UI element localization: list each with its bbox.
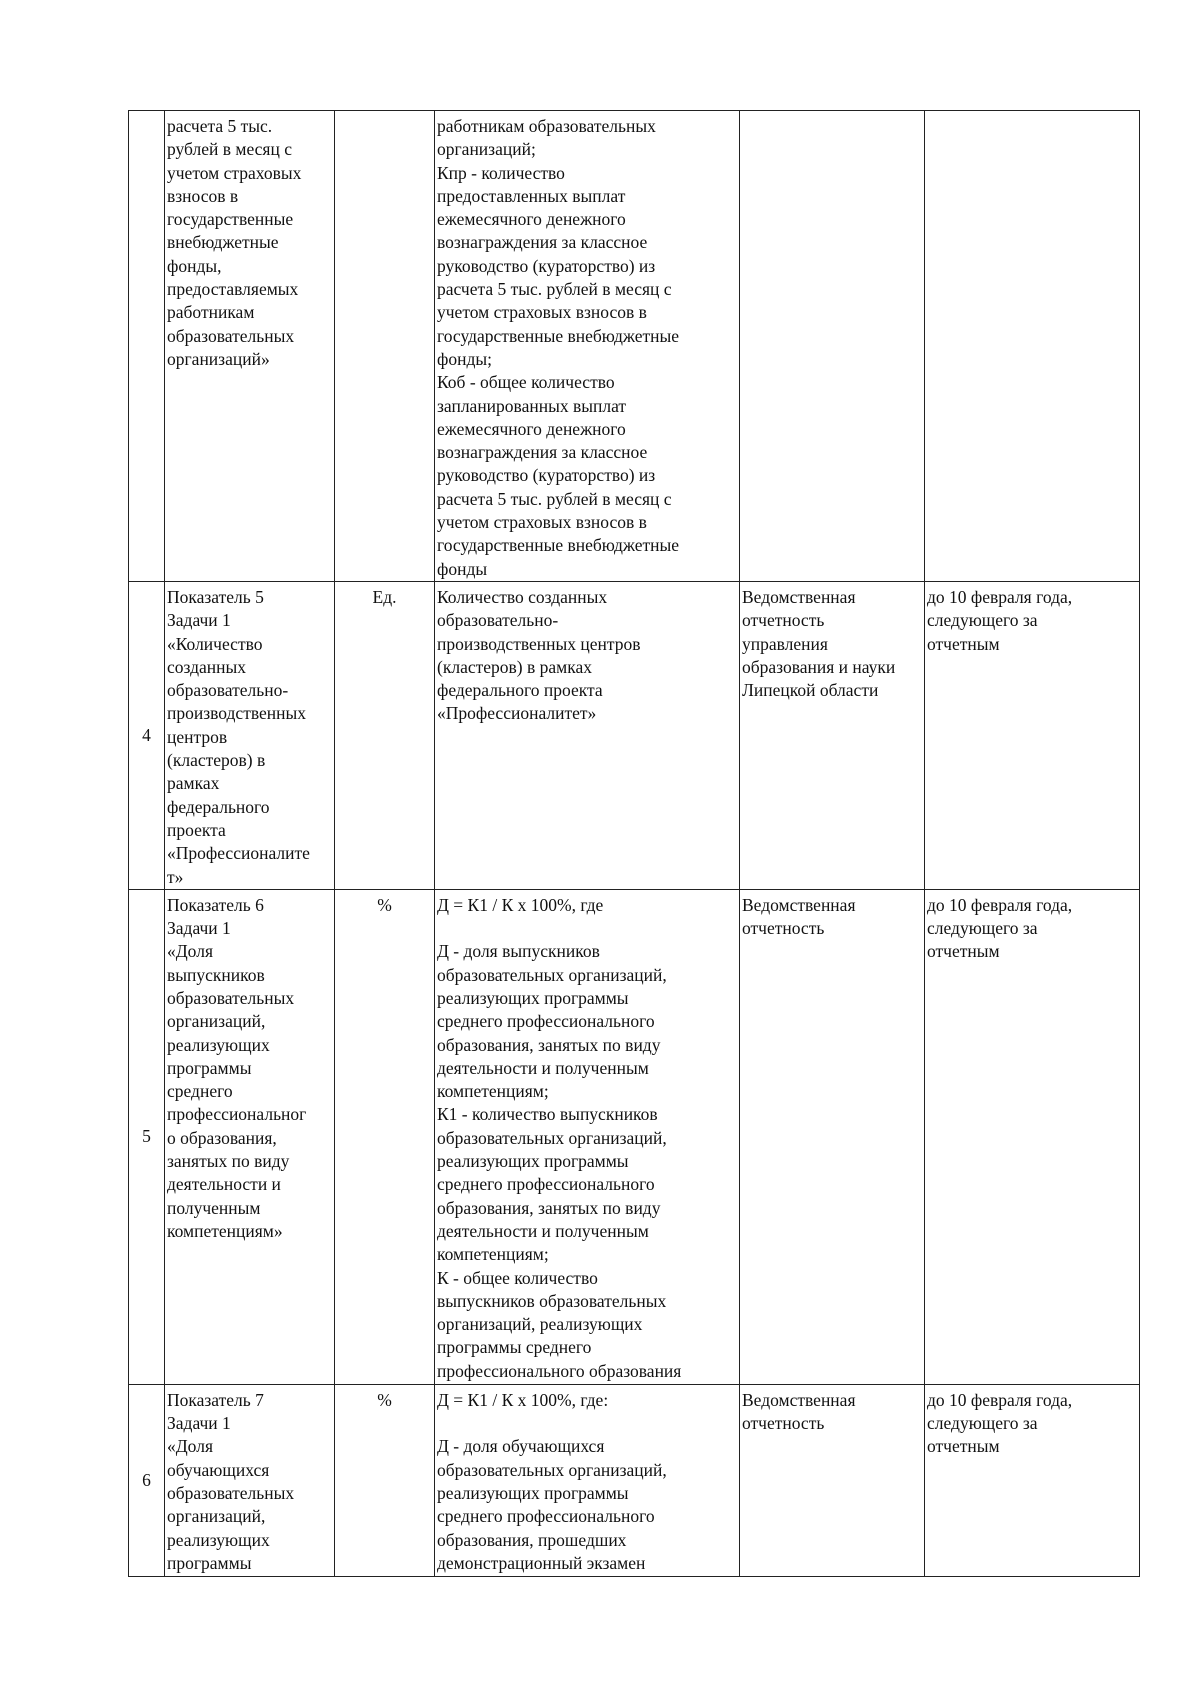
unit-cell: [335, 111, 435, 582]
row-number: 6: [129, 1384, 165, 1576]
deadline-cell: до 10 февраля года, следующего за отчетным: [925, 889, 1140, 1384]
table-row: [129, 889, 1140, 1384]
indicator-name-cell: расчета 5 тыс. рублей в месяц с учетом страховых взносов в государственные внебюджетные фонды, предоставляемых работникам образовательных организаций»: [165, 111, 335, 582]
indicator-name-cell: Показатель 6 Задачи 1 «Доля выпускников образовательных организаций, реализующих программы среднего профессиональног о образования, занятых по виду деятельности и полученным компетенциям»: [165, 889, 335, 1384]
row-number: [129, 111, 165, 582]
indicator-name-cell: Показатель 7 Задачи 1 «Доля обучающихся образовательных организаций, реализующих программы: [165, 1384, 335, 1576]
deadline-cell: до 10 февраля года, следующего за отчетным: [925, 581, 1140, 889]
source-cell: Ведомственная отчетность: [740, 1384, 925, 1576]
source-cell: [740, 111, 925, 582]
unit-cell: %: [335, 1384, 435, 1576]
table-row: [129, 1384, 1140, 1576]
deadline-cell: [925, 111, 1140, 582]
unit-cell: Ед.: [335, 581, 435, 889]
indicator-name-cell: Показатель 5 Задачи 1 «Количество созданных образовательно- производственных центров (кластеров) в рамках федерального проекта «Профессионалите т»: [165, 581, 335, 889]
row-number: 4: [129, 581, 165, 889]
table-row: [129, 581, 1140, 889]
table-row: [129, 111, 1140, 582]
formula-cell: Д = К1 / К х 100%, где Д - доля выпускников образовательных организаций, реализующих программы среднего профессионального образования, занятых по виду деятельности и полученным компетенциям; К1 - количество выпускников образовательных организаций, реализующих программы среднего профессионального образования, занятых по виду деятельности и полученным компетенциям; К - общее количество выпускников образовательных организаций, реализующих программы среднего профессионального образования: [435, 889, 740, 1384]
source-cell: Ведомственная отчетность: [740, 889, 925, 1384]
source-cell: Ведомственная отчетность управления образования и науки Липецкой области: [740, 581, 925, 889]
formula-cell: работникам образовательных организаций; Кпр - количество предоставленных выплат ежемесячного денежного вознаграждения за классное руководство (кураторство) из расчета 5 тыс. рублей в месяц с учетом страховых взносов в государственные внебюджетные фонды; Коб - общее количество запланированных выплат ежемесячного денежного вознаграждения за классное руководство (кураторство) из расчета 5 тыс. рублей в месяц с учетом страховых взносов в государственные внебюджетные фонды: [435, 111, 740, 582]
unit-cell: %: [335, 889, 435, 1384]
row-number: 5: [129, 889, 165, 1384]
formula-cell: Количество созданных образовательно- производственных центров (кластеров) в рамках федерального проекта «Профессионалитет»: [435, 581, 740, 889]
formula-cell: Д = К1 / К х 100%, где: Д - доля обучающихся образовательных организаций, реализующих программы среднего профессионального образования, прошедших демонстрационный экзамен: [435, 1384, 740, 1576]
deadline-cell: до 10 февраля года, следующего за отчетным: [925, 1384, 1140, 1576]
indicator-table: [128, 110, 1140, 1577]
